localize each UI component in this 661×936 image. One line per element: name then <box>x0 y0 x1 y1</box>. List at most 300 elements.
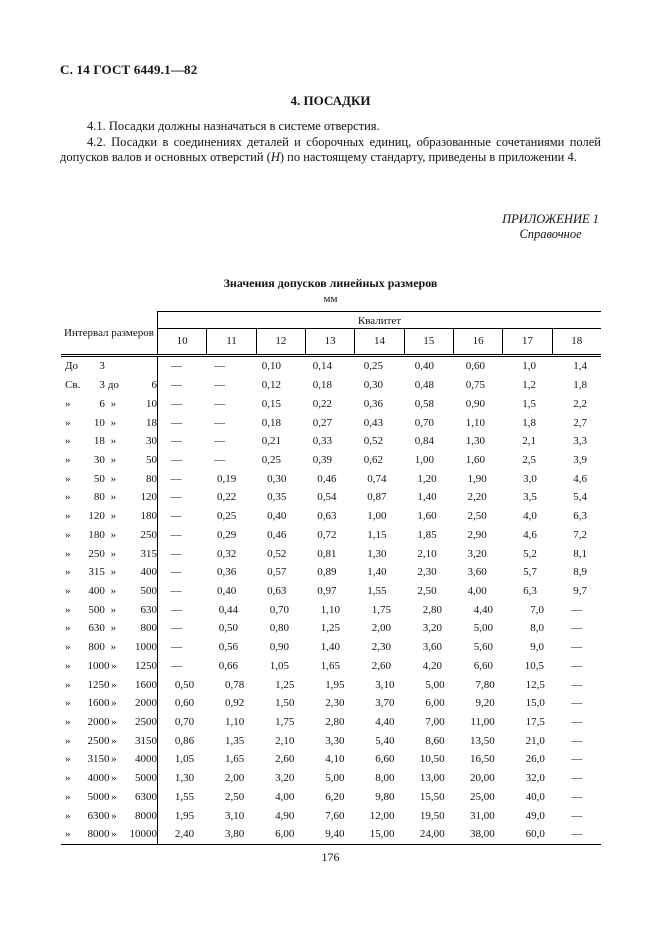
tolerance-value-cell: 6,3 <box>523 584 537 597</box>
tolerance-value-cell: 0,35 <box>267 491 287 504</box>
tolerance-value-cell: 0,39 <box>312 453 332 466</box>
tolerance-value-cell: 0,30 <box>267 472 287 485</box>
tolerance-value-cell: 0,30 <box>363 379 383 392</box>
tolerance-value-cell: — <box>214 379 225 392</box>
tolerance-value-cell: 0,70 <box>174 716 195 729</box>
tolerance-value-cell: — <box>170 528 182 541</box>
tolerance-value-cell: 3,10 <box>375 678 395 691</box>
interval-part: » <box>111 716 117 729</box>
tolerance-value-cell: 0,84 <box>414 435 434 448</box>
tolerance-value-cell: 2,7 <box>573 416 587 429</box>
tolerance-value-cell: 0,52 <box>267 547 287 560</box>
tolerance-value-cell: — <box>214 453 225 466</box>
interval-part: 800 <box>140 622 158 635</box>
tolerance-value-cell: 0,70 <box>269 603 289 616</box>
tolerance-value-cell: 19,50 <box>419 809 445 822</box>
tolerance-value-cell: 0,46 <box>317 472 337 485</box>
interval-part: 250 <box>140 528 158 541</box>
tolerance-value-cell: 0,10 <box>261 360 281 373</box>
interval-part: 1600 <box>135 678 157 691</box>
tolerance-value-cell: 1,8 <box>522 416 536 429</box>
tolerance-value-cell: 1,0 <box>522 360 536 373</box>
interval-part: » <box>110 547 117 560</box>
interval-part: 180 <box>140 510 158 523</box>
tolerance-value-cell: 15,0 <box>525 697 545 710</box>
tolerance-value-cell: 5,4 <box>573 491 587 504</box>
paragraph-4-2 <box>60 135 601 166</box>
interval-cell <box>61 394 158 413</box>
tolerance-value-cell: 1,95 <box>325 678 345 691</box>
table-row <box>61 769 601 788</box>
tolerance-value-cell: — <box>571 734 583 747</box>
tolerance-value-cell: 4,6 <box>523 528 537 541</box>
interval-part: 2500 <box>87 734 110 747</box>
tolerance-value-cell: 3,60 <box>422 641 442 654</box>
table-row <box>61 563 601 582</box>
tolerance-value-cell: 0,90 <box>465 397 485 410</box>
tolerance-value-cell: 13,50 <box>470 734 495 747</box>
interval-part: » <box>65 753 71 766</box>
interval-cell <box>61 769 158 788</box>
interval-part: 180 <box>88 528 105 541</box>
tolerance-value-cell: — <box>170 566 182 579</box>
interval-part: 2000 <box>87 716 110 729</box>
interval-part: » <box>110 528 117 541</box>
tolerance-value-cell: — <box>171 659 182 672</box>
tolerance-value-cell: — <box>214 435 225 448</box>
interval-cell <box>61 582 158 601</box>
table-unit-label: мм <box>323 293 338 305</box>
interval-part: Св. <box>65 379 81 392</box>
tolerance-value-cell: 0,56 <box>218 641 238 654</box>
tolerance-value-cell: 0,32 <box>216 547 237 560</box>
tolerance-value-cell: 3,70 <box>375 697 395 710</box>
tolerance-value-cell: 4,00 <box>275 790 295 803</box>
interval-part: 5000 <box>87 790 110 803</box>
grade-header-cell: 16 <box>453 329 502 354</box>
interval-part: 6300 <box>87 809 110 822</box>
table-row <box>61 731 601 750</box>
tolerance-value-cell: — <box>171 453 182 466</box>
tolerance-value-cell: — <box>571 828 583 841</box>
tolerance-value-cell: 2,10 <box>275 734 295 747</box>
tolerance-value-cell: 0,90 <box>269 641 289 654</box>
interval-part: » <box>65 678 71 691</box>
interval-cell <box>61 806 158 825</box>
interval-part: » <box>65 734 71 747</box>
tolerance-value-cell: 0,36 <box>216 566 237 579</box>
grade-header-cell: 17 <box>502 329 551 354</box>
table-row <box>61 469 601 488</box>
interval-part: » <box>65 641 71 654</box>
grade-header-cell: 14 <box>354 329 403 354</box>
grade-header-cell: 11 <box>206 329 255 354</box>
tolerance-value-cell: 1,40 <box>417 491 437 504</box>
table-row <box>61 788 601 807</box>
interval-part: 10 <box>146 397 158 410</box>
tolerance-value-cell: 0,92 <box>224 697 245 710</box>
tolerance-value-cell: 13,00 <box>419 772 445 785</box>
interval-part: » <box>111 772 117 785</box>
tolerance-value-cell: 0,40 <box>216 584 237 597</box>
tolerance-value-cell: 0,97 <box>317 584 337 597</box>
tolerance-value-cell: 1,90 <box>467 472 487 485</box>
interval-part: » <box>110 453 117 466</box>
interval-part: » <box>110 416 117 429</box>
table-row <box>61 544 601 563</box>
tolerance-value-cell: 2,1 <box>522 435 536 448</box>
tolerance-value-cell: 9,40 <box>325 828 345 841</box>
tolerance-value-cell: 7,2 <box>573 528 587 541</box>
tolerance-value-cell: 2,50 <box>467 510 487 523</box>
tolerance-value-cell: 0,87 <box>367 491 387 504</box>
interval-part: 8000 <box>135 809 157 822</box>
tolerance-value-cell: 0,86 <box>174 734 195 747</box>
interval-part: » <box>65 828 71 841</box>
interval-part: » <box>65 659 71 672</box>
interval-column-header: Интервал размеров <box>61 311 158 354</box>
tolerance-value-cell: 7,80 <box>475 678 495 691</box>
paragraph-4-2-text: 4.2. Посадки в соединениях деталей и сборочных единиц, образованные сочетаниями полей допусков валов и основных отверстий ( <box>60 134 601 165</box>
tolerance-value-cell: — <box>214 360 225 373</box>
tolerance-value-cell: 6,60 <box>473 659 493 672</box>
interval-part: 400 <box>140 566 158 579</box>
tolerance-value-cell: 5,00 <box>425 678 445 691</box>
interval-cell <box>61 563 158 582</box>
tolerance-value-cell: 1,30 <box>174 772 195 785</box>
tolerance-value-cell: 5,00 <box>473 622 493 635</box>
tolerance-value-cell: 6,60 <box>375 753 395 766</box>
tolerance-value-cell: 2,60 <box>371 659 391 672</box>
tolerance-value-cell: — <box>571 790 583 803</box>
tolerance-value-cell: 0,52 <box>363 435 383 448</box>
tolerance-value-cell: 2,50 <box>417 584 437 597</box>
paragraph-4-2-tail: ) по настоящему стандарту, приведены в приложении 4. <box>279 150 577 165</box>
interval-part: 4000 <box>87 772 110 785</box>
table-row <box>61 451 601 470</box>
tolerance-value-cell: 3,30 <box>325 734 345 747</box>
interval-cell <box>61 788 158 807</box>
tolerance-value-cell: 6,20 <box>325 790 345 803</box>
interval-part: 80 <box>93 491 105 504</box>
tolerance-value-cell: 0,75 <box>465 379 485 392</box>
tolerance-value-cell: 0,74 <box>367 472 387 485</box>
tolerance-value-cell: 3,60 <box>467 566 487 579</box>
interval-part: » <box>111 828 117 841</box>
tolerance-value-cell: 1,05 <box>269 659 289 672</box>
tolerance-value-cell: 0,25 <box>261 453 281 466</box>
tolerance-value-cell: 60,0 <box>525 828 545 841</box>
interval-part: » <box>65 435 71 448</box>
interval-part: » <box>110 584 117 597</box>
table-row <box>61 694 601 713</box>
table-row <box>61 750 601 769</box>
tolerance-value-cell: 1,55 <box>367 584 387 597</box>
interval-part: 50 <box>146 453 158 466</box>
interval-part: 500 <box>88 603 105 616</box>
tolerance-value-cell: 1,25 <box>275 678 295 691</box>
tolerance-value-cell: 0,62 <box>363 453 383 466</box>
tolerance-value-cell: 2,30 <box>371 641 391 654</box>
tolerance-value-cell: — <box>170 510 182 523</box>
tolerance-value-cell: 0,60 <box>465 360 485 373</box>
tolerance-value-cell: — <box>171 641 182 654</box>
tolerance-value-cell: 0,40 <box>414 360 434 373</box>
tolerance-value-cell: 1,55 <box>174 790 195 803</box>
tolerance-value-cell: — <box>170 547 182 560</box>
tolerance-value-cell: 1,60 <box>465 453 485 466</box>
table-row <box>61 825 601 844</box>
tolerance-value-cell: 0,54 <box>317 491 337 504</box>
interval-part: » <box>110 603 117 616</box>
tolerance-value-cell: 5,2 <box>523 547 537 560</box>
tolerance-value-cell: 0,66 <box>218 659 238 672</box>
tolerance-value-cell: 3,80 <box>224 828 245 841</box>
table-row <box>61 432 601 451</box>
tolerance-value-cell: 32,0 <box>525 772 545 785</box>
tolerance-value-cell: 7,60 <box>325 809 345 822</box>
tolerance-value-cell: 0,70 <box>414 416 434 429</box>
interval-part: 250 <box>88 547 105 560</box>
tolerance-value-cell: 0,33 <box>312 435 332 448</box>
tolerance-value-cell: 0,50 <box>174 678 195 691</box>
table-row <box>61 507 601 526</box>
interval-cell <box>61 675 158 694</box>
tolerance-value-cell: 4,0 <box>523 510 537 523</box>
interval-part: » <box>111 753 117 766</box>
interval-cell <box>61 413 158 432</box>
interval-part: 18 <box>146 416 158 429</box>
interval-part: 80 <box>146 472 158 485</box>
tolerance-value-cell: 2,10 <box>417 547 437 560</box>
interval-part: 500 <box>140 584 158 597</box>
tolerance-value-cell: 2,30 <box>417 566 437 579</box>
tolerance-value-cell: 2,00 <box>224 772 245 785</box>
tolerance-value-cell: 3,20 <box>467 547 487 560</box>
tolerance-value-cell: 8,1 <box>573 547 587 560</box>
interval-part: 1250 <box>135 659 157 672</box>
interval-part: 2000 <box>135 697 157 710</box>
tolerance-table <box>61 311 601 845</box>
interval-cell <box>61 469 158 488</box>
page-number: 176 <box>321 850 340 864</box>
tolerance-value-cell: 4,90 <box>275 809 295 822</box>
interval-part: » <box>111 734 117 747</box>
interval-cell <box>61 657 158 676</box>
running-header: С. 14 ГОСТ 6449.1—82 <box>60 62 198 77</box>
tolerance-value-cell: 0,22 <box>216 491 237 504</box>
tolerance-value-cell: 0,15 <box>261 397 281 410</box>
table-row <box>61 657 601 676</box>
tolerance-value-cell: 0,43 <box>363 416 383 429</box>
annex-title: ПРИЛОЖЕНИЕ 1 <box>502 212 599 226</box>
interval-part: 3150 <box>87 753 110 766</box>
interval-part: » <box>111 790 117 803</box>
interval-part: » <box>65 453 71 466</box>
interval-cell <box>61 731 158 750</box>
tolerance-value-cell: 2,50 <box>224 790 245 803</box>
tolerance-value-cell: — <box>571 772 583 785</box>
interval-part: » <box>65 472 71 485</box>
table-row <box>61 806 601 825</box>
paragraph-4-2-symbol: Н <box>270 150 280 165</box>
tolerance-value-cell: 6,3 <box>573 510 587 523</box>
interval-part: 10 <box>93 416 105 429</box>
tolerance-value-cell: 0,89 <box>317 566 337 579</box>
grade-header-cell: 18 <box>552 329 601 354</box>
tolerance-value-cell: 24,00 <box>419 828 445 841</box>
tolerance-value-cell: 0,78 <box>224 678 245 691</box>
tolerance-value-cell: 1,35 <box>224 734 245 747</box>
tolerance-value-cell: — <box>214 397 225 410</box>
tolerance-value-cell: 3,20 <box>422 622 442 635</box>
grade-header-group <box>158 311 601 354</box>
tolerance-value-cell: 1,10 <box>465 416 485 429</box>
tolerance-value-cell: 4,40 <box>375 716 395 729</box>
tolerance-value-cell: 1,8 <box>573 379 587 392</box>
table-title: Значения допусков линейных размеров <box>223 276 438 290</box>
tolerance-value-cell: 10,5 <box>524 659 544 672</box>
interval-part: » <box>65 790 71 803</box>
tolerance-value-cell: 1,95 <box>174 809 195 822</box>
tolerance-value-cell: 21,0 <box>525 734 545 747</box>
body-text <box>60 119 601 166</box>
tolerance-value-cell: — <box>171 397 182 410</box>
tolerance-value-cell: — <box>571 697 583 710</box>
interval-part: » <box>65 603 71 616</box>
tolerance-value-cell: 0,18 <box>312 379 332 392</box>
tolerance-value-cell: 3,5 <box>523 491 537 504</box>
grade-header-cell: 12 <box>256 329 305 354</box>
tolerance-value-cell: 10,50 <box>419 753 445 766</box>
tolerance-value-cell: 4,6 <box>573 472 587 485</box>
table-header <box>61 311 601 357</box>
tolerance-value-cell: 1,65 <box>224 753 245 766</box>
interval-part: 4000 <box>135 753 157 766</box>
tolerance-value-cell: 1,75 <box>275 716 295 729</box>
interval-part: » <box>65 697 71 710</box>
tolerance-value-cell: 1,10 <box>320 603 340 616</box>
interval-part: » <box>65 397 71 410</box>
table-row <box>61 394 601 413</box>
tolerance-value-cell: 1,20 <box>417 472 437 485</box>
tolerance-value-cell: 5,60 <box>473 641 493 654</box>
interval-part: 3150 <box>135 734 157 747</box>
tolerance-value-cell: 25,00 <box>470 790 495 803</box>
interval-part: » <box>65 716 71 729</box>
interval-cell <box>61 488 158 507</box>
interval-part: 8000 <box>87 828 110 841</box>
tolerance-value-cell: 0,58 <box>414 397 434 410</box>
tolerance-value-cell: 1,50 <box>275 697 295 710</box>
tolerance-value-cell: 15,00 <box>369 828 395 841</box>
interval-part: » <box>110 397 117 410</box>
interval-part: » <box>111 697 117 710</box>
tolerance-value-cell: 2,20 <box>467 491 487 504</box>
table-row <box>61 413 601 432</box>
interval-part: » <box>65 772 71 785</box>
tolerance-value-cell: 0,25 <box>363 360 383 373</box>
interval-part: » <box>110 491 117 504</box>
tolerance-value-cell: 1,05 <box>174 753 195 766</box>
tolerance-value-cell: — <box>571 809 583 822</box>
tolerance-value-cell: 4,10 <box>325 753 345 766</box>
tolerance-value-cell: 2,2 <box>573 397 587 410</box>
interval-cell <box>61 507 158 526</box>
tolerance-value-cell: 0,81 <box>317 547 337 560</box>
interval-part: » <box>65 491 71 504</box>
tolerance-value-cell: 9,20 <box>475 697 495 710</box>
grade-header-cell: 15 <box>404 329 453 354</box>
tolerance-value-cell: 8,60 <box>425 734 445 747</box>
table-row <box>61 488 601 507</box>
interval-cell <box>61 619 158 638</box>
interval-cell <box>61 357 158 376</box>
interval-cell <box>61 432 158 451</box>
interval-part: » <box>65 510 71 523</box>
interval-cell <box>61 713 158 732</box>
interval-part: 5000 <box>135 772 157 785</box>
interval-cell <box>61 825 158 844</box>
tolerance-value-cell: 9,7 <box>573 584 587 597</box>
interval-cell <box>61 750 158 769</box>
tolerance-value-cell: 0,18 <box>261 416 281 429</box>
interval-part: 315 <box>88 566 105 579</box>
tolerance-value-cell: 0,25 <box>216 510 237 523</box>
tolerance-value-cell: — <box>171 416 182 429</box>
tolerance-value-cell: 0,22 <box>312 397 332 410</box>
tolerance-value-cell: 5,40 <box>375 734 395 747</box>
paragraph-4-1: 4.1. Посадки должны назначаться в системе отверстия. <box>87 119 380 133</box>
tolerance-value-cell: 8,9 <box>573 566 587 579</box>
interval-cell <box>61 525 158 544</box>
tolerance-value-cell: 1,00 <box>414 453 434 466</box>
tolerance-value-cell: — <box>571 678 583 691</box>
interval-part: 630 <box>88 622 105 635</box>
interval-part: 630 <box>140 603 158 616</box>
tolerance-value-cell: 0,12 <box>261 379 281 392</box>
tolerance-value-cell: 1,60 <box>417 510 437 523</box>
annex-heading <box>502 212 599 242</box>
interval-part: 800 <box>88 641 105 654</box>
interval-cell <box>61 376 158 395</box>
interval-part: » <box>65 622 71 635</box>
tolerance-value-cell: — <box>171 360 182 373</box>
tolerance-value-cell: 1,30 <box>465 435 485 448</box>
tolerance-value-cell: 0,63 <box>267 584 287 597</box>
tolerance-value-cell: 15,50 <box>419 790 445 803</box>
tolerance-value-cell: 0,57 <box>267 566 287 579</box>
tolerance-value-cell: 0,44 <box>218 603 238 616</box>
interval-part: 6 <box>151 379 158 392</box>
tolerance-value-cell: 0,29 <box>216 528 237 541</box>
table-row <box>61 675 601 694</box>
tolerance-value-cell: 0,21 <box>261 435 281 448</box>
tolerance-value-cell: 0,27 <box>312 416 332 429</box>
tolerance-value-cell: 1,40 <box>320 641 340 654</box>
interval-part: » <box>65 547 71 560</box>
tolerance-value-cell: 12,00 <box>369 809 395 822</box>
interval-part: » <box>110 472 117 485</box>
interval-part: 3 <box>99 360 105 373</box>
tolerance-value-cell: 3,0 <box>523 472 537 485</box>
interval-part: 2500 <box>135 716 157 729</box>
tolerance-value-cell: 0,63 <box>317 510 337 523</box>
tolerance-value-cell: 1,65 <box>320 659 340 672</box>
tolerance-value-cell: 6,00 <box>275 828 295 841</box>
interval-part: » <box>111 809 117 822</box>
interval-cell <box>61 544 158 563</box>
